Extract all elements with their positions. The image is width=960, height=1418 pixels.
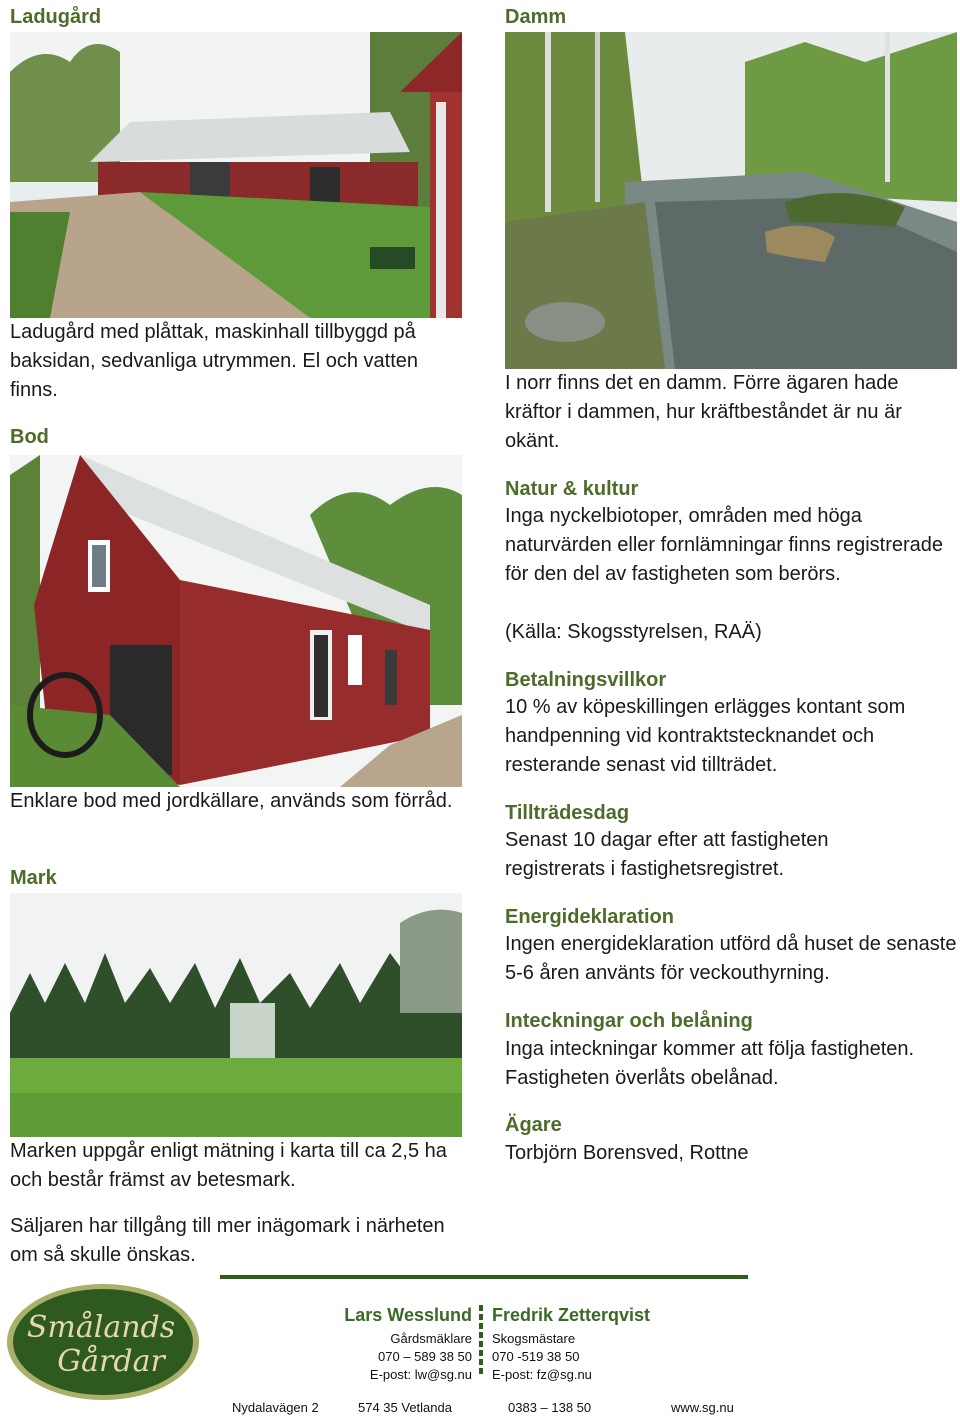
text-agare: Torbjörn Borensved, Rottne: [505, 1142, 749, 1164]
heading-damm: Damm: [505, 6, 567, 28]
contact-fredrik: [492, 1305, 692, 1384]
text-energi: Ingen energideklaration utförd då huset de senaste 5-6 åren använts för veckouthyrning.: [505, 933, 957, 984]
photo-field: [10, 893, 462, 1137]
heading-agare: Ägare: [505, 1114, 562, 1136]
photo-pond: [505, 32, 957, 369]
heading-natur: Natur & kultur: [505, 478, 639, 500]
photo-barn: [10, 32, 462, 318]
text-natur: Inga nyckelbiotoper, områden med höga naturvärden eller fornlämningar finns registrerade för den del av fastigheten som berörs.: [505, 505, 944, 585]
footer-divider: [220, 1275, 748, 1279]
text-mark: Marken uppgår enligt mätning i karta till ca 2,5 ha och består främst av betesmark.: [10, 1140, 447, 1191]
footer-postal: 574 35 Vetlanda: [358, 1400, 452, 1415]
text-inteckning: Inga inteckningar kommer att följa fastigheten. Fastigheten överlåts obelånad.: [505, 1038, 915, 1089]
smalands-gardar-logo: [6, 1283, 200, 1401]
text-betalning: 10 % av köpeskillingen erlägges kontant som handpenning vid kontraktstecknandet och resterande senast vid tillträdet.: [505, 696, 906, 776]
contact-lars-email: E-post: lw@sg.nu: [369, 1367, 472, 1382]
text-damm: I norr finns det en damm. Förre ägaren hade kräftor i dammen, hur kräftbeståndet är nu är okänt.: [505, 372, 902, 452]
text-bod: Enklare bod med jordkällare, används som förråd.: [10, 790, 453, 812]
text-ladugard: Ladugård med plåttak, maskinhall tillbyggd på baksidan, sedvanliga utrymmen. El och vatten finns.: [10, 321, 418, 401]
heading-energi: Energideklaration: [505, 906, 674, 928]
heading-tilltrade: Tillträdesdag: [505, 802, 630, 824]
text-tilltrade: Senast 10 dagar efter att fastigheten registrerats i fastighetsregistret.: [505, 829, 829, 880]
contact-fredrik-title: Skogsmästare: [492, 1331, 576, 1346]
footer-web[interactable]: www.sg.nu: [671, 1400, 734, 1415]
contact-separator: [479, 1305, 483, 1377]
heading-mark: Mark: [10, 867, 57, 889]
text-mark-2: Säljaren har tillgång till mer inägomark i närheten om så skulle önskas.: [10, 1215, 445, 1266]
svg-text:Gårdar: Gårdar: [57, 1344, 165, 1379]
footer-phone: 0383 – 138 50: [508, 1400, 592, 1415]
heading-bod: Bod: [10, 426, 49, 448]
svg-text:Smålands: Smålands: [26, 1310, 176, 1345]
heading-betalning: Betalningsvillkor: [505, 669, 667, 691]
contact-lars: [330, 1305, 472, 1384]
footer-address: Nydalavägen 2: [232, 1400, 319, 1415]
heading-ladugard: Ladugård: [10, 6, 102, 28]
heading-inteckning: Inteckningar och belåning: [505, 1010, 753, 1032]
contact-lars-title: Gårdsmäklare: [390, 1331, 472, 1346]
contact-lars-phone: 070 – 589 38 50: [378, 1349, 472, 1364]
contact-fredrik-phone: 070 -519 38 50: [492, 1349, 580, 1364]
photo-shed: [10, 455, 462, 787]
contact-lars-name: Lars Wesslund: [344, 1305, 472, 1325]
contact-fredrik-email: E-post: fz@sg.nu: [492, 1367, 592, 1382]
contact-fredrik-name: Fredrik Zetterqvist: [492, 1305, 651, 1325]
text-natur-source: (Källa: Skogsstyrelsen, RAÄ): [505, 621, 762, 643]
